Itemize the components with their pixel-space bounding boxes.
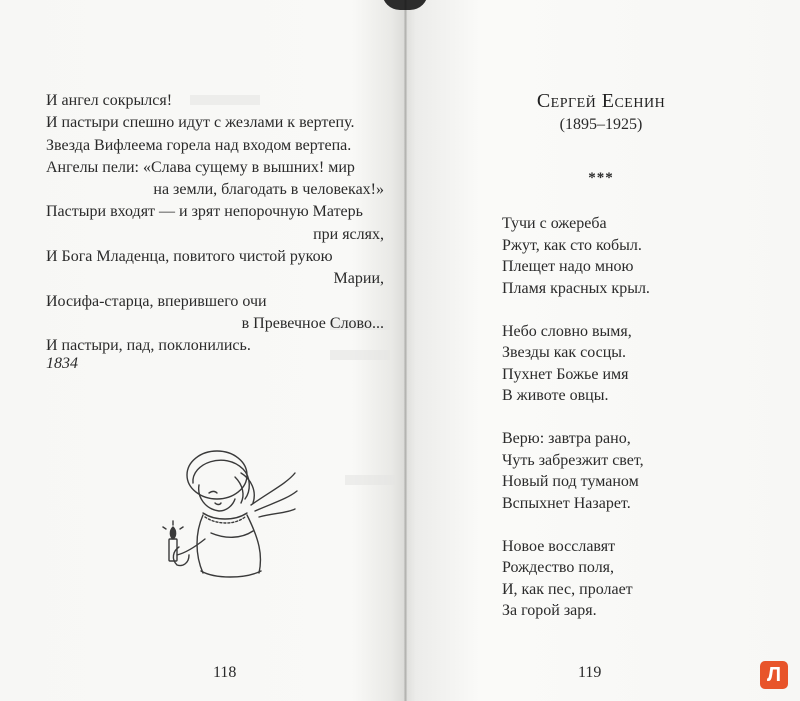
poem-line: Новое восславят bbox=[502, 537, 616, 555]
publisher-logo-icon: Л bbox=[760, 661, 788, 689]
poem-line: Небо словно вымя, bbox=[502, 322, 632, 340]
poem-line: Тучи с ожереба bbox=[502, 215, 607, 232]
poem-line: Плещет надо мною bbox=[502, 258, 634, 275]
poem-line: Звезда Вифлеема горела над входом вертепа. bbox=[46, 136, 352, 154]
poem-stanzas bbox=[502, 213, 782, 643]
author-years: (1895–1925) bbox=[559, 116, 643, 133]
poem-line: И пастыри, пад, поклонились. bbox=[46, 337, 251, 355]
poem-line: Пламя красных крыл. bbox=[502, 279, 650, 297]
page-number: 118 bbox=[213, 664, 237, 681]
poem-separator: *** bbox=[588, 170, 614, 186]
poem-line: И Бога Младенца, повитого чистой рукою bbox=[46, 248, 333, 266]
right-page bbox=[410, 0, 800, 701]
author-name: Сергей Есенин bbox=[536, 90, 666, 112]
poem-line: И пастыри спешно идут с жезлами к вертепу. bbox=[46, 114, 355, 132]
book-gutter bbox=[404, 0, 407, 701]
angel-with-candle-icon bbox=[155, 443, 305, 593]
poem-line: Звезды как сосцы. bbox=[502, 344, 627, 361]
stanza bbox=[502, 213, 782, 299]
poem-line: Верю: завтра рано, bbox=[502, 430, 631, 447]
poem-text bbox=[46, 90, 390, 358]
poem-line: Ржут, как сто кобыл. bbox=[502, 236, 642, 254]
poem-line: Вспыхнет Назарет. bbox=[502, 494, 631, 512]
poem-line: Рождество поля, bbox=[502, 559, 615, 576]
poem-date: 1834 bbox=[46, 355, 78, 372]
poem-line: Иосифа-старца, вперившего очи bbox=[46, 292, 267, 310]
poem-line: Пухнет Божье имя bbox=[502, 365, 629, 383]
page-number: 119 bbox=[578, 664, 602, 681]
poem-line: в Превечное Слово... bbox=[241, 314, 384, 332]
poem-line: За горой заря. bbox=[502, 602, 597, 619]
poem-line: В животе овцы. bbox=[502, 387, 609, 404]
stanza bbox=[502, 321, 782, 407]
stanza bbox=[502, 536, 782, 622]
poem-line: Новый под туманом bbox=[502, 473, 639, 490]
poem-line: Марии, bbox=[333, 270, 384, 288]
poem-line: Чуть забрезжит свет, bbox=[502, 451, 644, 469]
poem-line: И, как пес, пролает bbox=[502, 580, 633, 598]
poem-line: И ангел сокрылся! bbox=[46, 92, 173, 109]
poem-line: Пастыри входят — и зрят непорочную Матерь bbox=[46, 203, 363, 221]
poem-line: при яслях, bbox=[313, 225, 384, 243]
poem-line: Ангелы пели: «Слава сущему в вышних! мир bbox=[46, 158, 355, 176]
stanza bbox=[502, 428, 782, 514]
poem-line: на земли, благодать в человеках!» bbox=[153, 181, 384, 199]
